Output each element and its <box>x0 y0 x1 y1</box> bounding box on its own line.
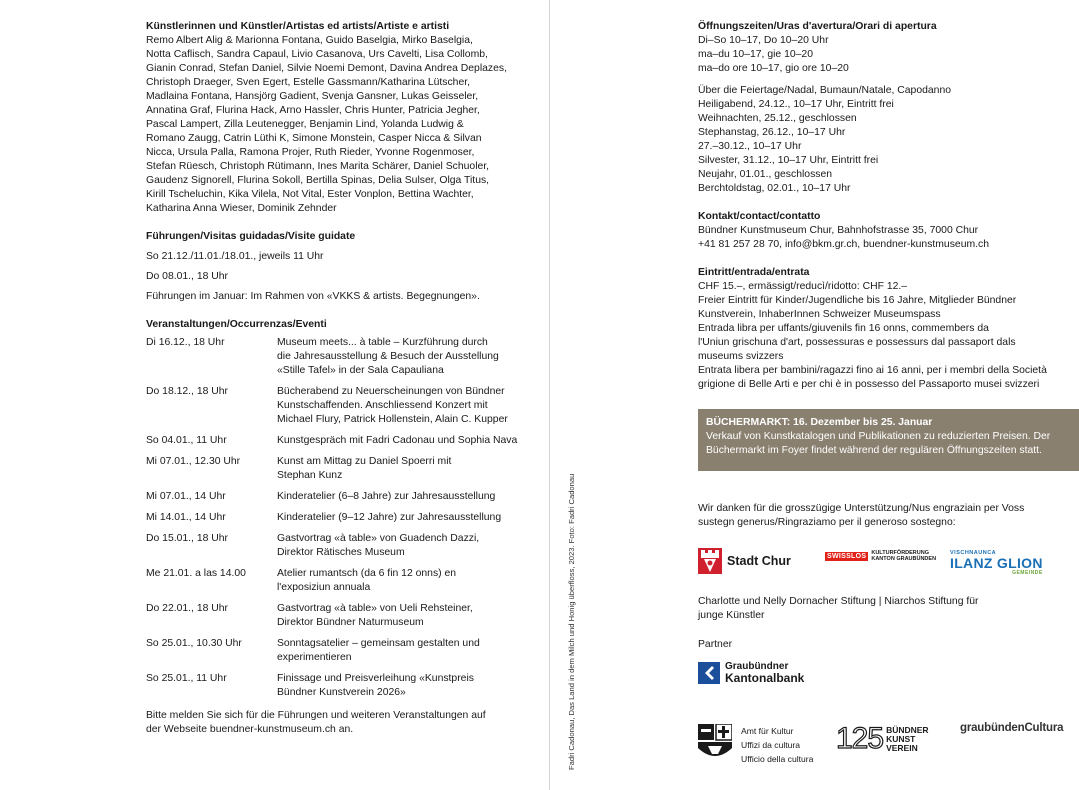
book-market-box <box>698 409 1079 471</box>
foundations-note <box>698 595 1068 623</box>
artists-line: Notta Caflisch, Sandra Capaul, Livio Casanova, Urs Cavelti, Lisa Collomb, <box>146 49 488 60</box>
contact-address: Bündner Kunstmuseum Chur, Bahnhofstrasse 35, 7000 Chur <box>698 225 979 236</box>
artists-line: Romano Zaugg, Catrin Lüthi K, Simone Monstein, Casper Nicca & Silvan <box>146 133 482 144</box>
ilanz-main-text: ILANZ GLION <box>950 555 1043 571</box>
event-line: Direktor Bündner Naturmuseum <box>277 617 424 628</box>
entry-line: Kunstverein, InhaberInnen Schweizer Museumspass <box>698 309 941 320</box>
event-row <box>146 602 536 630</box>
graubuenden-crest-icon <box>698 724 732 764</box>
hours-line: ma–du 10–17, gie 10–20 <box>698 49 813 60</box>
event-date: Me 21.01. a las 14.00 <box>146 568 246 579</box>
thanks-line: sustegn generus/Ringraziamo per il generoso sostegno: <box>698 517 956 528</box>
event-description <box>277 637 536 665</box>
artists-line: Pascal Lampert, Zilla Leutenegger, Benjamin Lind, Yolanda Ludwig & <box>146 119 464 130</box>
entry-heading: Eintritt/entrada/entrata <box>698 267 810 278</box>
event-line: Direktor Rätisches Museum <box>277 547 405 558</box>
event-description <box>277 385 536 427</box>
graubuenden-cultura-text: graubündenCultura <box>960 722 1064 734</box>
buendner-kunstverein-logo <box>836 724 929 754</box>
kunstverein-line: VEREIN <box>886 742 918 753</box>
entry-line: CHF 15.–, ermässigt/reducì/ridotto: CHF 12.– <box>698 281 908 292</box>
event-description <box>277 532 536 560</box>
amt-fuer-kultur-text <box>741 724 813 766</box>
sponsor-logos <box>698 546 1068 576</box>
gkb-line: Graubündner <box>725 661 789 672</box>
artists-line: Katharina Anna Wieser, Dominik Zehnder <box>146 203 337 214</box>
ilanz-top-text: VISCHNAUNCA <box>950 550 997 556</box>
hours-line: Di–So 10–17, Do 10–20 Uhr <box>698 35 829 46</box>
entry-line: museums svizzers <box>698 351 784 362</box>
event-row <box>146 532 536 560</box>
graubuendner-kantonalbank-logo <box>698 661 804 685</box>
event-date: So 25.01., 10.30 Uhr <box>146 638 242 649</box>
event-description <box>277 511 536 525</box>
amt-line: Uffizi da cultura <box>741 740 801 750</box>
entry-line: l'Uniun grischuna d'art, possessuras e possessurs dal passaport dals <box>698 337 1016 348</box>
event-description <box>277 672 536 700</box>
thanks-line: Wir danken für die grosszügige Unterstützung/Nus engraziain per Voss <box>698 503 1025 514</box>
left-column <box>146 20 536 737</box>
graubuenden-cultura-logo <box>960 722 1063 734</box>
book-market-line: Verkauf von Kunstkatalogen und Publikationen zu reduzierten Preisen. Der <box>706 431 1051 442</box>
event-date: Mi 14.01., 14 Uhr <box>146 512 226 523</box>
registration-note <box>146 709 536 737</box>
entry-line: Entrada libra per uffants/giuvenils fin 16 onns, commembers da <box>698 323 989 334</box>
event-row <box>146 490 536 504</box>
artists-line: Stefan Rüesch, Christoph Rütimann, Ines Marita Schärer, Daniel Schuoler, <box>146 161 490 172</box>
event-line: Bündner Kunstverein 2026» <box>277 687 406 698</box>
artists-line: Remo Albert Alig & Marionna Fontana, Guido Baselgia, Mirko Baselgia, <box>146 35 473 46</box>
photo-credit-text: Fadri Cadonau, Das Land in dem Milch und Honig überfloss, 2023. Foto: Fadri Cadonau <box>567 473 576 770</box>
event-date: Do 18.12., 18 Uhr <box>146 386 229 397</box>
contact-heading: Kontakt/contact/contatto <box>698 211 821 222</box>
event-line: experimentieren <box>277 652 352 663</box>
kulturfoerderung-text <box>871 550 936 562</box>
foundations-line: junge Künstler <box>698 610 765 621</box>
artists-line: Nicca, Ursula Palla, Ramona Projer, Ruth Rieder, Yvonne Rogenmoser, <box>146 147 475 158</box>
event-description <box>277 434 536 448</box>
holiday-line: Stephanstag, 26.12., 10–17 Uhr <box>698 127 846 138</box>
holiday-hours <box>698 84 1079 196</box>
event-row <box>146 336 536 378</box>
event-date: Mi 07.01., 14 Uhr <box>146 491 226 502</box>
tour-item: Do 08.01., 18 Uhr <box>146 271 229 282</box>
event-description <box>277 336 536 378</box>
stadt-chur-text: Stadt Chur <box>727 554 791 568</box>
kunstverein-line: BÜNDNER <box>886 724 929 735</box>
event-row <box>146 385 536 427</box>
photo-credit-vertical <box>567 430 581 770</box>
entry-line: grigione di Belle Arti e per chi è in possesso del Passaporto musei svizzeri <box>698 379 1040 390</box>
event-line: Bücherabend zu Neuerscheinungen von Bündner <box>277 386 505 397</box>
contact-details[interactable]: +41 81 257 28 70, info@bkm.gr.ch, buendner-kunstmuseum.ch <box>698 239 989 250</box>
holiday-line: Heiligabend, 24.12., 10–17 Uhr, Eintritt frei <box>698 99 894 110</box>
artists-heading: Künstlerinnen und Künstler/Artistas ed artists/Artiste e artisti <box>146 21 450 32</box>
swisslos-text: SWISSLOS <box>827 552 867 560</box>
stadt-chur-logo <box>698 548 791 574</box>
event-description <box>277 602 536 630</box>
gkb-line: Kantonalbank <box>725 671 805 685</box>
holiday-line: Über die Feiertage/Nadal, Bumaun/Natale, Capodanno <box>698 85 951 96</box>
event-line: Stephan Kunz <box>277 470 343 481</box>
event-description <box>277 567 536 595</box>
gkb-icon <box>698 662 720 684</box>
event-date: So 04.01., 11 Uhr <box>146 435 227 446</box>
partner-label-text: Partner <box>698 639 733 650</box>
thanks-note <box>698 502 1068 530</box>
registration-line: der Webseite buendner-kunstmuseum.ch an. <box>146 724 354 735</box>
holiday-line: Neujahr, 01.01., geschlossen <box>698 169 833 180</box>
amt-line: Amt für Kultur <box>741 726 794 736</box>
artists-line: Christoph Draeger, Sven Egert, Estelle Gassmann/Katharina Lütscher, <box>146 77 471 88</box>
event-line: Gastvortrag «à table» von Ueli Rehsteiner, <box>277 603 473 614</box>
entry-line: Entrata libera per bambini/ragazzi fino ai 16 anni, per i membri della Società <box>698 365 1047 376</box>
event-line: Kinderatelier (6–8 Jahre) zur Jahresausstellung <box>277 491 496 502</box>
bottom-logos <box>698 722 1079 772</box>
amt-fuer-kultur-logo <box>698 724 813 766</box>
holiday-line: Weihnachten, 25.12., geschlossen <box>698 113 857 124</box>
event-date: Mi 07.01., 12.30 Uhr <box>146 456 241 467</box>
page-divider <box>549 0 550 790</box>
artists-line: Gaudenz Signorell, Flurina Sokoll, Bertilla Spinas, Delia Sulser, Olga Titus, <box>146 175 490 186</box>
tour-item: Führungen im Januar: Im Rahmen von «VKKS & artists. Begegnungen». <box>146 291 480 302</box>
artists-line: Kirill Tscheluchin, Kika Vilela, Not Vital, Ester Vonplon, Bettina Wachter, <box>146 189 474 200</box>
event-date: So 25.01., 11 Uhr <box>146 673 227 684</box>
foundations-line: Charlotte und Nelly Dornacher Stiftung | Niarchos Stiftung für <box>698 596 979 607</box>
event-line: Kunstgespräch mit Fadri Cadonau und Sophia Nava <box>277 435 518 446</box>
amt-line: Ufficio della cultura <box>741 754 814 764</box>
event-date: Di 16.12., 18 Uhr <box>146 337 225 348</box>
registration-line: Bitte melden Sie sich für die Führungen und weiteren Veranstaltungen auf <box>146 710 486 721</box>
ilanz-glion-logo <box>950 550 1043 576</box>
event-line: «Stille Tafel» in der Sala Capauliana <box>277 365 444 376</box>
gkb-text <box>725 661 804 685</box>
event-line: Atelier rumantsch (da 6 fin 12 onns) en <box>277 568 457 579</box>
ilanz-bottom-text: GEMEINDE <box>1012 570 1043 576</box>
kunstverein-line: KUNST <box>886 733 916 744</box>
right-column <box>698 20 1079 392</box>
partner-label <box>698 638 732 652</box>
event-row <box>146 455 536 483</box>
event-row <box>146 511 536 525</box>
artists-line: Gianin Conrad, Stefan Daniel, Silvie Noemi Demont, Davina Andrea Deplazes, <box>146 63 507 74</box>
hours-line: ma–do ore 10–17, gio ore 10–20 <box>698 63 849 74</box>
stadt-chur-crest-icon <box>698 548 722 574</box>
book-market-line: Büchermarkt im Foyer findet während der regulären Öffnungszeiten statt. <box>706 445 1042 456</box>
event-row <box>146 672 536 700</box>
event-date: Do 15.01., 18 Uhr <box>146 533 229 544</box>
tour-item: So 21.12./11.01./18.01., jeweils 11 Uhr <box>146 251 324 262</box>
events-heading: Veranstaltungen/Occurrenzas/Eventi <box>146 319 327 330</box>
event-line: die Jahresausstellung & Besuch der Ausstellung <box>277 351 499 362</box>
swisslos-kulturfoerderung-logo <box>825 550 936 562</box>
kunstverein-number: 125 <box>836 722 884 755</box>
event-line: Gastvortrag «à table» von Guadench Dazzi, <box>277 533 480 544</box>
hours-heading: Öffnungszeiten/Uras d'avertura/Orari di apertura <box>698 21 937 32</box>
entry-line: Freier Eintritt für Kinder/Jugendliche bis 16 Jahre, Mitglieder Bündner <box>698 295 1017 306</box>
artists-line: Annatina Graf, Flurina Hack, Arno Hassler, Chris Hunter, Patricia Jegher, <box>146 105 480 116</box>
event-line: Kunstschaffenden. Anschliessend Konzert mit <box>277 400 488 411</box>
event-line: l'exposiziun annuala <box>277 582 371 593</box>
event-line: Kinderatelier (9–12 Jahre) zur Jahresausstellung <box>277 512 502 523</box>
event-line: Michael Flury, Patrick Hollenstein, Alain C. Kupper <box>277 414 508 425</box>
holiday-line: Silvester, 31.12., 10–17 Uhr, Eintritt frei <box>698 155 879 166</box>
event-row <box>146 434 536 448</box>
events-list <box>146 336 536 700</box>
holiday-line: Berchtoldstag, 02.01., 10–17 Uhr <box>698 183 851 194</box>
book-market-title: BÜCHERMARKT: 16. Dezember bis 25. Januar <box>706 417 933 428</box>
tours-heading: Führungen/Visitas guidadas/Visite guidate <box>146 231 356 242</box>
artists-list <box>146 34 536 216</box>
event-row <box>146 637 536 665</box>
kulturfoerderung-line: KANTON GRAUBÜNDEN <box>871 556 937 562</box>
event-date: Do 22.01., 18 Uhr <box>146 603 229 614</box>
event-line: Sonntagsatelier – gemeinsam gestalten und <box>277 638 480 649</box>
event-row <box>146 567 536 595</box>
kulturfoerderung-line: KULTURFÖRDERUNG <box>871 550 930 556</box>
event-description <box>277 455 536 483</box>
holiday-line: 27.–30.12., 10–17 Uhr <box>698 141 802 152</box>
event-line: Museum meets... à table – Kurzführung durch <box>277 337 488 348</box>
kunstverein-text <box>886 726 929 753</box>
event-line: Kunst am Mittag zu Daniel Spoerri mit <box>277 456 452 467</box>
artists-line: Madlaina Fontana, Hansjörg Gadient, Svenja Gansner, Lukas Geisseler, <box>146 91 479 102</box>
event-description <box>277 490 536 504</box>
event-line: Finissage und Preisverleihung «Kunstpreis <box>277 673 474 684</box>
